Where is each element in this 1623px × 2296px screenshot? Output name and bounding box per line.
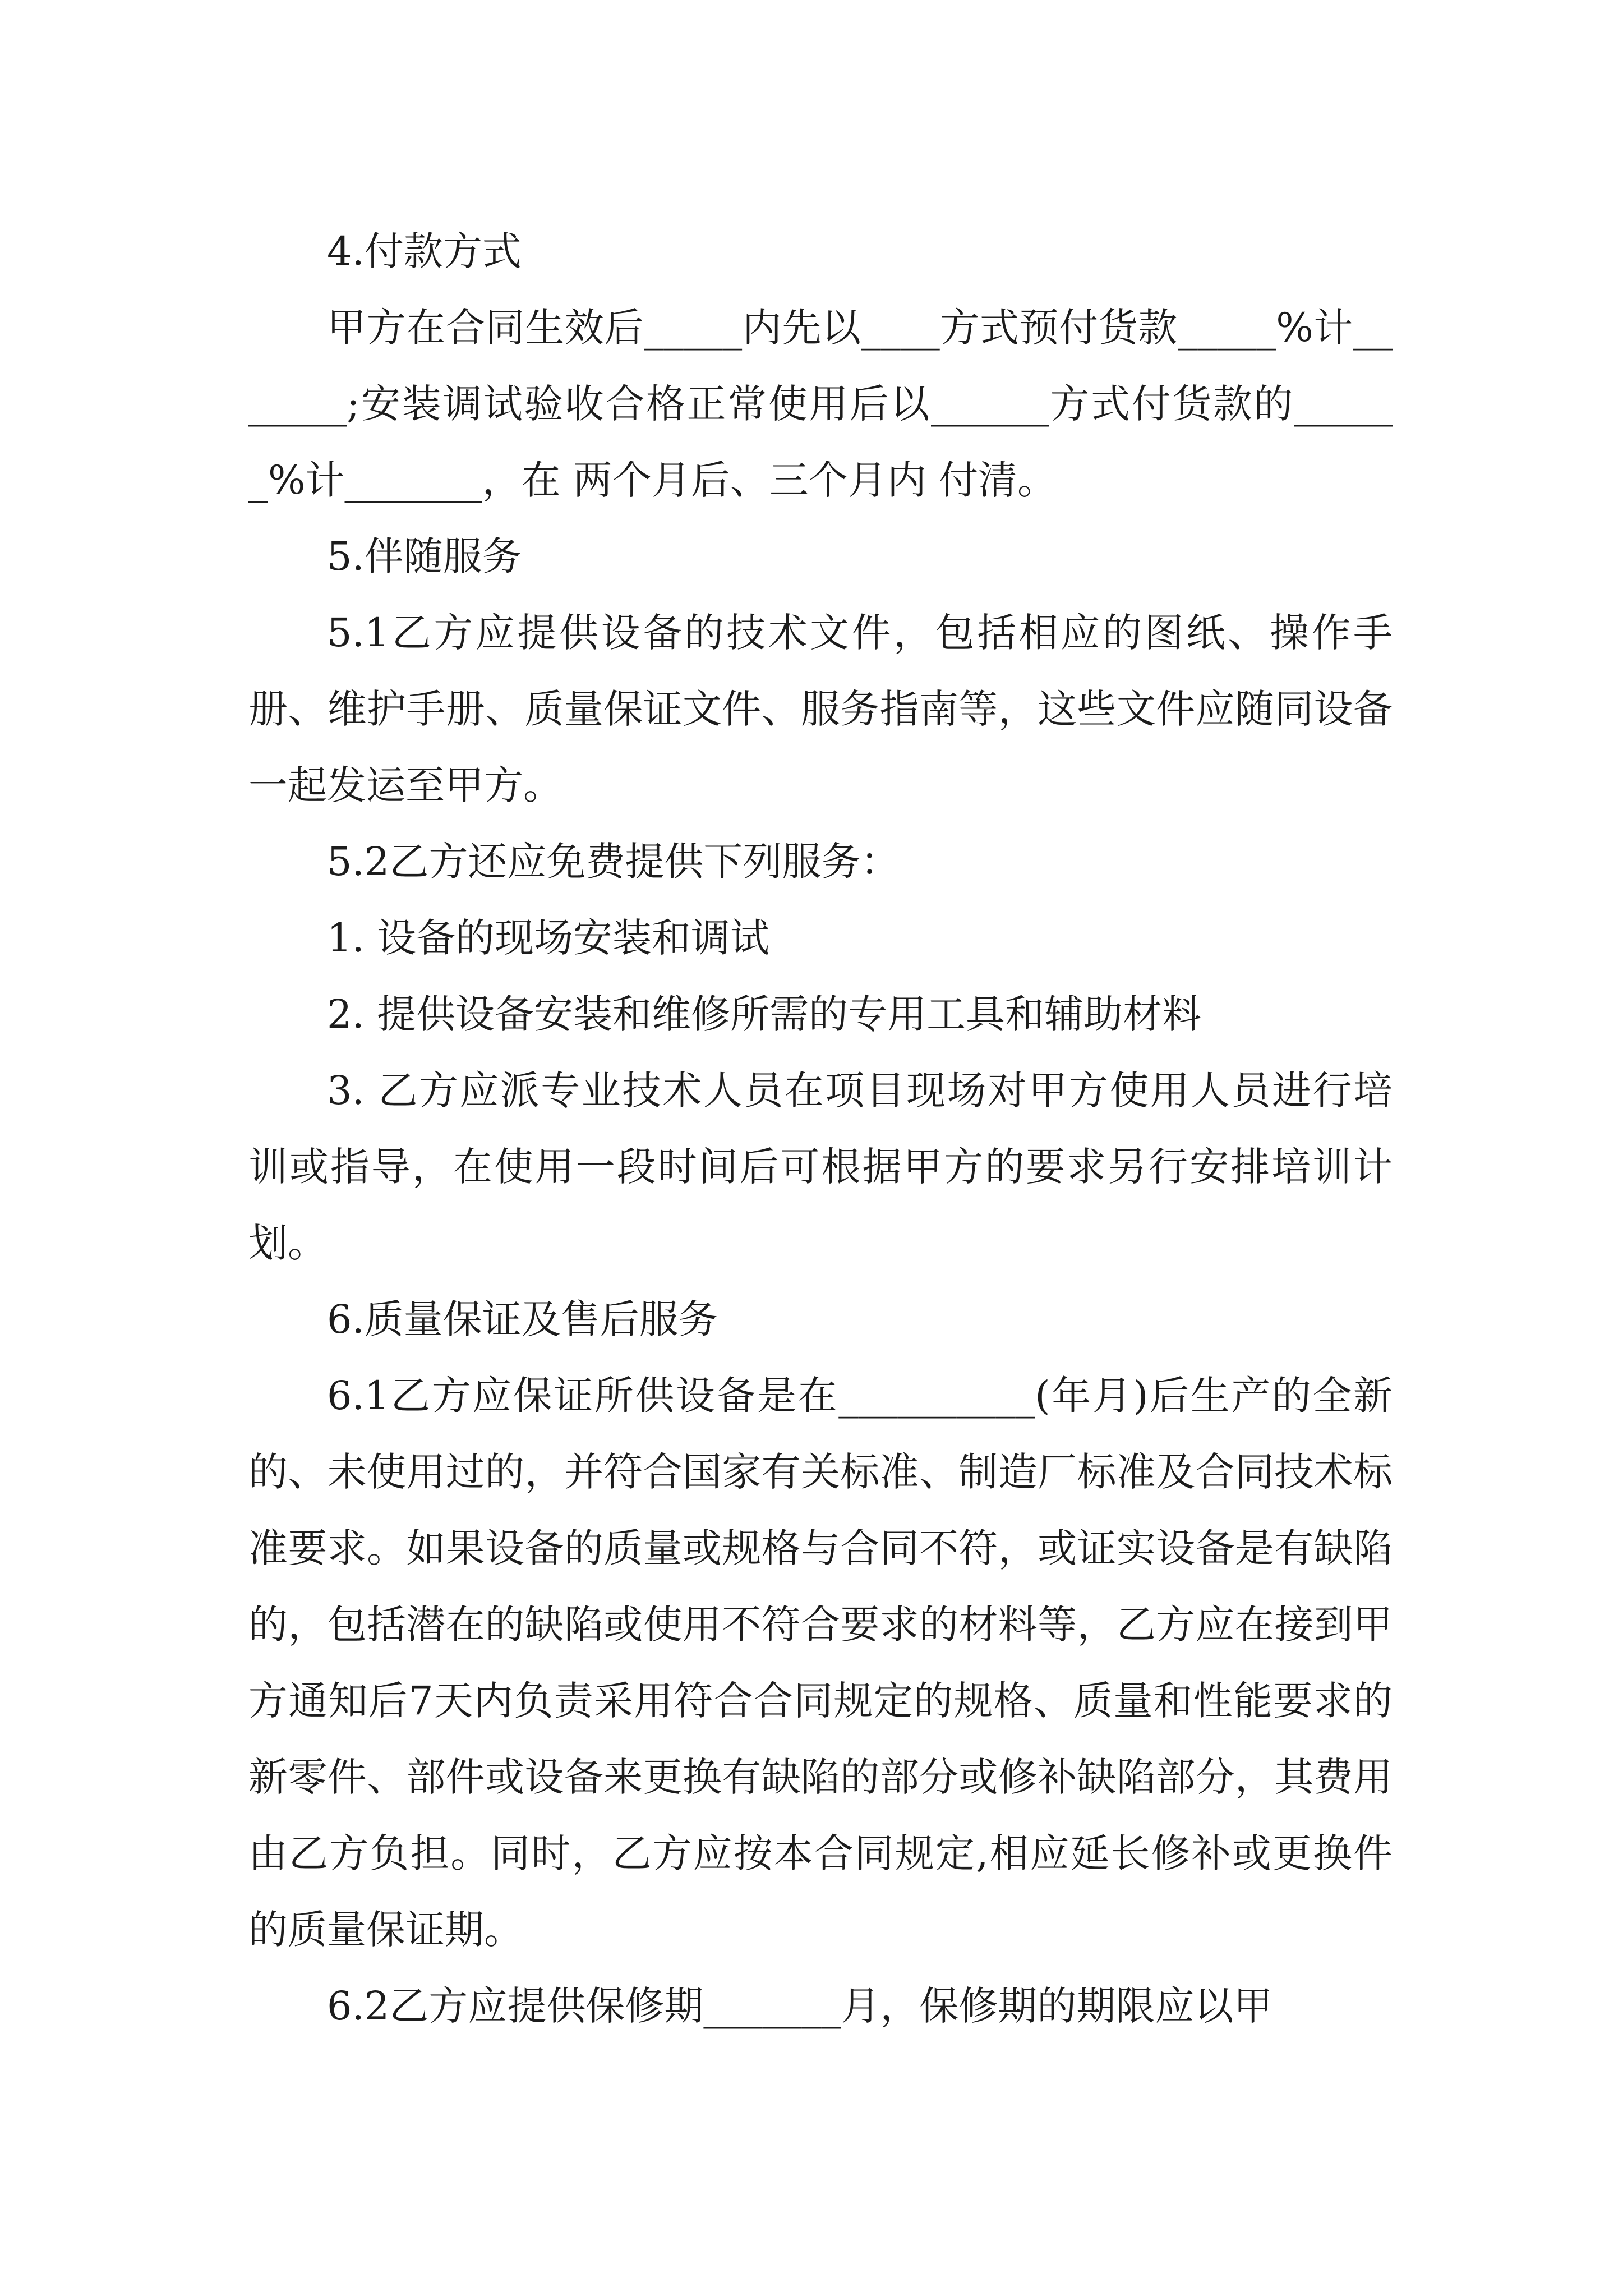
section-heading-warranty: 6.质量保证及售后服务 [327, 1296, 718, 1342]
section-heading-services: 5.伴随服务 [327, 533, 522, 579]
paragraph-payment-terms: 甲方在合同生效后_____内先以____方式预付货款_____%计_______;安装调试验收合格正常使用后以______方式付货款的______%计_______，在 两个月后、三个月内 付清。 [248, 305, 1393, 503]
section-heading-payment: 4.付款方式 [327, 228, 522, 274]
paragraph-5-1: 5.1乙方应提供设备的技术文件，包括相应的图纸、操作手册、维护手册、质量保证文件、服务指南等，这些文件应随同设备一起发运至甲方。 [248, 610, 1393, 808]
paragraph-5-2: 5.2乙方还应免费提供下列服务： [327, 839, 900, 885]
paragraph-6-1: 6.1乙方应保证所供设备是在__________(年月)后生产的全新的、未使用过的，并符合国家有关标准、制造厂标准及合同技术标准要求。如果设备的质量或规格与合同不符，或证实设备是有缺陷的，包括潜在的缺陷或使用不符合要求的材料等，乙方应在接到甲方通知后7天内负责采用符合合同规定的规格、质量和性能要求的新零件、部件或设备来更换有缺陷的部分或修补缺陷部分，其费用由乙方负担。同时，乙方应按本合同规定,相应延长修补或更换件的质量保证期。 [248, 1373, 1393, 1953]
document-body [248, 213, 1393, 2044]
list-item-3: 3. 乙方应派专业技术人员在项目现场对甲方使用人员进行培训或指导，在使用一段时间后可根据甲方的要求另行安排培训计划。 [248, 1068, 1393, 1266]
paragraph-6-2: 6.2乙方应提供保修期_______月，保修期的期限应以甲 [327, 1983, 1273, 2029]
list-item-2: 2. 提供设备安装和维修所需的专用工具和辅助材料 [327, 991, 1202, 1037]
list-item-1: 1. 设备的现场安装和调试 [327, 915, 770, 961]
